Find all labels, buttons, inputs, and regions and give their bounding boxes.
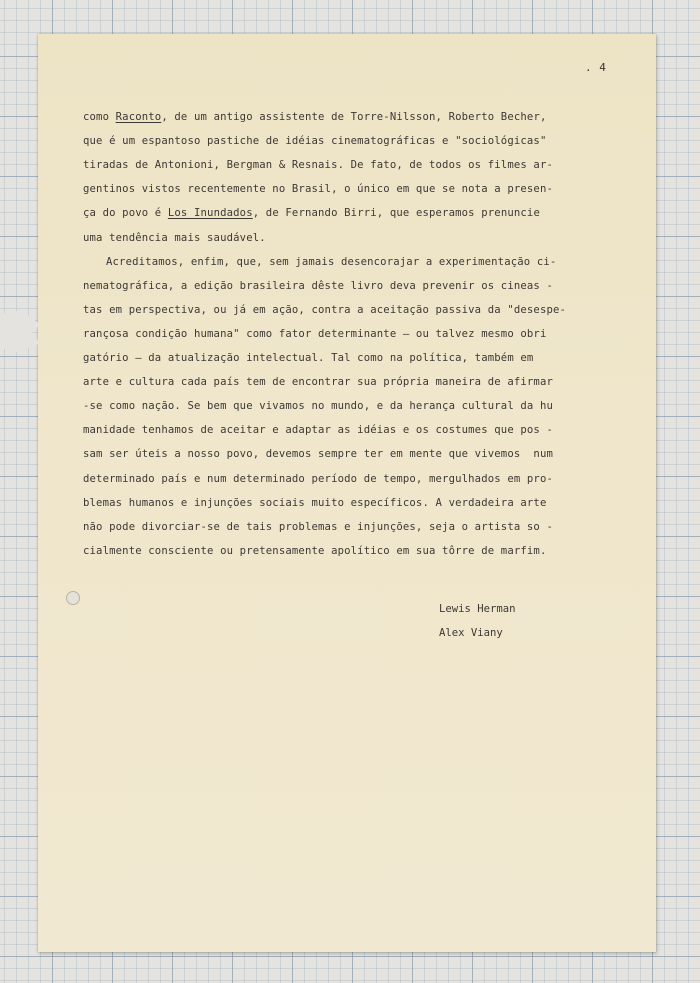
- text-line: [83, 303, 566, 317]
- text-segment: tiradas de Antonioni, Bergman & Resnais. De fato, de todos os filmes ar-: [83, 159, 554, 172]
- text-line: [83, 375, 553, 389]
- text-line: [83, 110, 547, 124]
- text-line: [83, 399, 553, 413]
- text-segment: arte e cultura cada país tem de encontrar sua própria maneira de afirmar: [83, 376, 554, 389]
- text-line: [83, 520, 553, 534]
- text-line: [83, 496, 547, 510]
- text-segment: blemas humanos e injunções sociais muito específicos. A verdadeira arte: [83, 496, 547, 509]
- text-segment: rançosa condição humana" como fator determinante — ou talvez mesmo obri: [83, 327, 547, 340]
- signature-name: Alex Viany: [439, 627, 503, 639]
- text-segment: cialmente consciente ou pretensamente apolítico em sua tôrre de marfim.: [83, 544, 547, 557]
- text-line: [83, 351, 533, 365]
- text-segment: que é um espantoso pastiche de idéias cinematográficas e "sociológicas": [83, 135, 547, 148]
- paper-tear: [0, 310, 40, 352]
- text-line: [83, 472, 553, 486]
- signature-name: Lewis Herman: [439, 603, 516, 615]
- text-line: [83, 423, 553, 437]
- underlined-title: Los Inundados: [167, 207, 253, 220]
- text-segment: uma tendência mais saudável.: [83, 231, 266, 244]
- text-segment: gentinos vistos recentemente no Brasil, o único em que se nota a presen-: [83, 183, 554, 196]
- punch-hole: [66, 591, 80, 605]
- text-segment: manidade tenhamos de aceitar e adaptar as idéias e os costumes que pos -: [83, 424, 554, 437]
- text-segment: como: [83, 111, 116, 123]
- text-line: [83, 279, 553, 293]
- text-segment: tas em perspectiva, ou já em ação, contra a aceitação passiva da "desespe-: [83, 303, 567, 316]
- text-segment: determinado país e num determinado período de tempo, mergulhados em pro-: [83, 472, 554, 485]
- text-line: [83, 327, 547, 341]
- text-segment: Acreditamos, enfim, que, sem jamais desencorajar a experimentação ci-: [106, 255, 557, 268]
- text-line: [83, 231, 266, 245]
- text-segment: , de um antigo assistente de Torre-Nilsson, Roberto Becher,: [161, 111, 547, 123]
- underlined-title: Raconto: [115, 111, 162, 123]
- text-line: [83, 206, 540, 220]
- text-line: [83, 544, 547, 558]
- page-number: . 4: [585, 61, 607, 74]
- text-segment: nematográfica, a edição brasileira dêste livro deva prevenir os cineas -: [83, 279, 554, 292]
- text-segment: ça do povo é: [83, 207, 168, 220]
- text-line: [106, 255, 556, 269]
- text-line: [83, 447, 553, 461]
- text-segment: , de Fernando Birri, que esperamos prenuncie: [252, 207, 540, 220]
- text-line: [83, 182, 553, 196]
- text-segment: gatório — da atualização intelectual. Tal como na política, também em: [83, 352, 534, 364]
- text-line: [83, 134, 547, 148]
- text-line: [83, 158, 553, 172]
- text-segment: sam ser úteis a nosso povo, devemos sempre ter em mente que vivemos num: [83, 448, 554, 461]
- typewritten-page: [38, 34, 656, 952]
- text-segment: não pode divorciar-se de tais problemas e injunções, seja o artista so -: [83, 520, 554, 533]
- text-segment: -se como nação. Se bem que vivamos no mundo, e da herança cultural da hu: [83, 400, 554, 413]
